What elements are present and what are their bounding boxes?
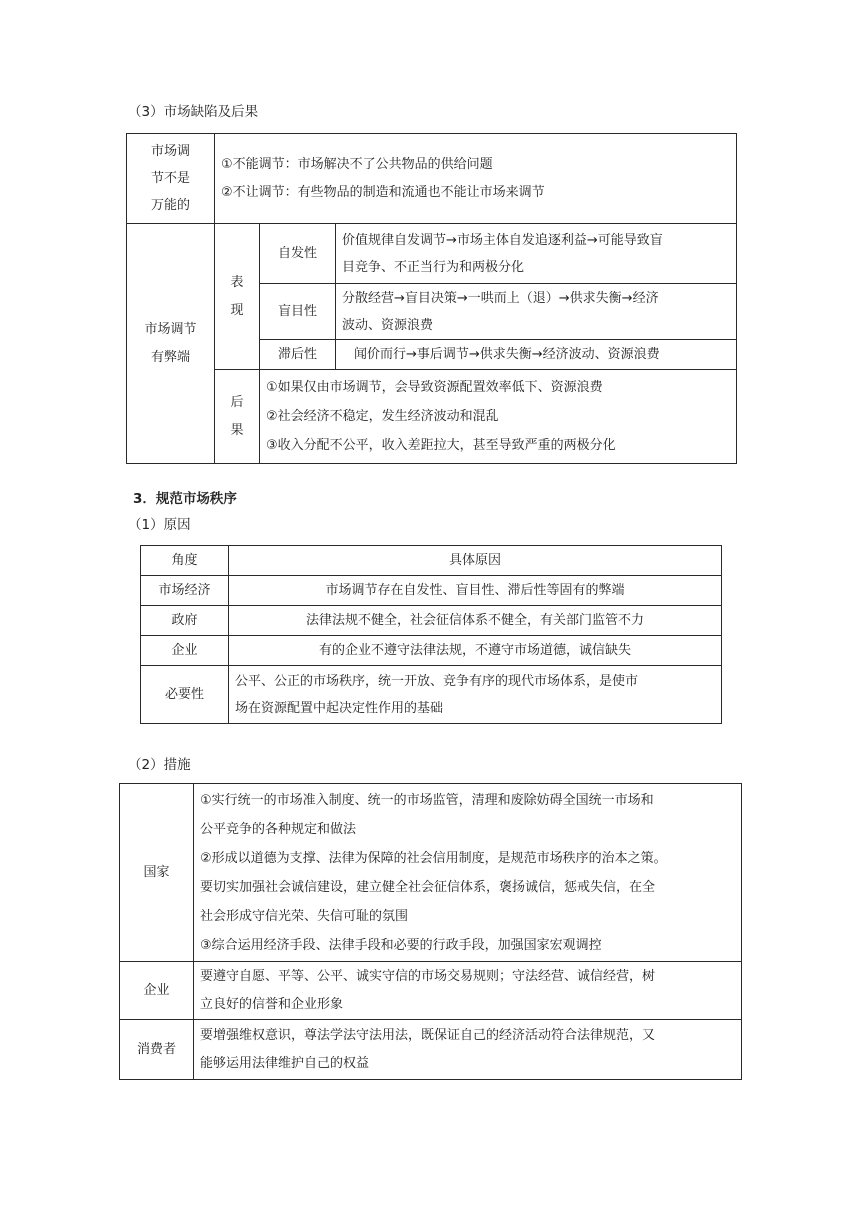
subsection-title-market-defects: （3）市场缺陷及后果 <box>128 104 259 120</box>
consequences-content <box>260 370 737 464</box>
market-defects-table <box>126 133 737 464</box>
table-row <box>141 606 722 636</box>
subsection-title-reasons: （1）原因 <box>128 517 191 533</box>
list-item: ③收入分配不公平，收入差距拉大，甚至导致严重的两极分化 <box>266 438 616 453</box>
row-label-has-drawbacks: 市场调节 有弊端 <box>127 224 215 464</box>
row-label-state: 国家 <box>120 784 194 962</box>
row-label: 政府 <box>141 606 229 636</box>
row-content: 有的企业不遵守法律法规，不遵守市场道德，诚信缺失 <box>229 636 722 666</box>
trait-spontaneity-content: 价值规律自发调节→市场主体自发追逐利益→可能导致盲 目竞争、不正当行为和两极分化 <box>336 224 737 284</box>
state-measures-content: ①实行统一的市场准入制度、统一的市场监管，清理和废除妨碍全国统一市场和 公平竞争的各种规定和做法 ②形成以道德为支撑、法律为保障的社会信用制度，是规范市场秩序的治本之策。 要切实加强社会诚信建设，建立健全社会征信体系，褒扬诚信，惩戒失信，在全 社会形成守信光荣、失信可耻的氛围 ③综合运用经济手段、法律手段和必要的行政手段，加强国家宏观调控 <box>194 784 742 962</box>
row-content: 法律法规不健全，社会征信体系不健全，有关部门监管不力 <box>229 606 722 636</box>
consumer-measures-content: 要增强维权意识，尊法学法守法用法，既保证自己的经济活动符合法律规范，又 能够运用法律维护自己的权益 <box>194 1020 742 1080</box>
table-row <box>120 962 742 1020</box>
row-label: 市场经济 <box>141 576 229 606</box>
list-item: ①如果仅由市场调节，会导致资源配置效率低下、资源浪费 <box>266 380 603 395</box>
header-specific-reasons: 具体原因 <box>229 546 722 576</box>
table-row <box>127 370 737 464</box>
not-omnipotent-content <box>215 134 737 224</box>
header-angle: 角度 <box>141 546 229 576</box>
list-item: ②社会经济不稳定，发生经济波动和混乱 <box>266 409 499 424</box>
section-title-regulate-market-order: 3．规范市场秩序 <box>133 491 237 507</box>
list-item: ①不能调节：市场解决不了公共物品的供给问题 <box>221 156 493 172</box>
table-row <box>141 636 722 666</box>
table-row <box>127 224 737 284</box>
reasons-table <box>140 545 722 724</box>
trait-blindness: 盲目性 <box>260 284 336 340</box>
enterprise-measures-content: 要遵守自愿、平等、公平、诚实守信的市场交易规则；守法经营、诚信经营，树 立良好的信誉和企业形象 <box>194 962 742 1020</box>
list-item: ②不让调节：有些物品的制造和流通也不能让市场来调节 <box>221 184 545 200</box>
table-header-row <box>141 546 722 576</box>
row-content: 市场调节存在自发性、盲目性、滞后性等固有的弊端 <box>229 576 722 606</box>
trait-lag: 滞后性 <box>260 340 336 370</box>
table-row <box>127 134 737 224</box>
measures-table <box>119 783 742 1080</box>
row-label-consumer: 消费者 <box>120 1020 194 1080</box>
biaoxian-label: 表 现 <box>215 224 260 370</box>
table-row <box>120 784 742 962</box>
subsection-title-measures: （2）措施 <box>128 757 191 773</box>
trait-blindness-content: 分散经营→盲目决策→一哄而上（退）→供求失衡→经济 波动、资源浪费 <box>336 284 737 340</box>
table-row <box>120 1020 742 1080</box>
trait-lag-content: 闻价而行→事后调节→供求失衡→经济波动、资源浪费 <box>336 340 737 370</box>
row-label-enterprise: 企业 <box>120 962 194 1020</box>
table-row <box>141 576 722 606</box>
row-label-not-omnipotent: 市场调 节不是 万能的 <box>127 134 215 224</box>
row-content: 公平、公正的市场秩序，统一开放、竞争有序的现代市场体系，是使市 场在资源配置中起决定性作用的基础 <box>229 666 722 724</box>
trait-spontaneity: 自发性 <box>260 224 336 284</box>
table-row <box>141 666 722 724</box>
houguo-label: 后 果 <box>215 370 260 464</box>
row-label: 必要性 <box>141 666 229 724</box>
row-label: 企业 <box>141 636 229 666</box>
